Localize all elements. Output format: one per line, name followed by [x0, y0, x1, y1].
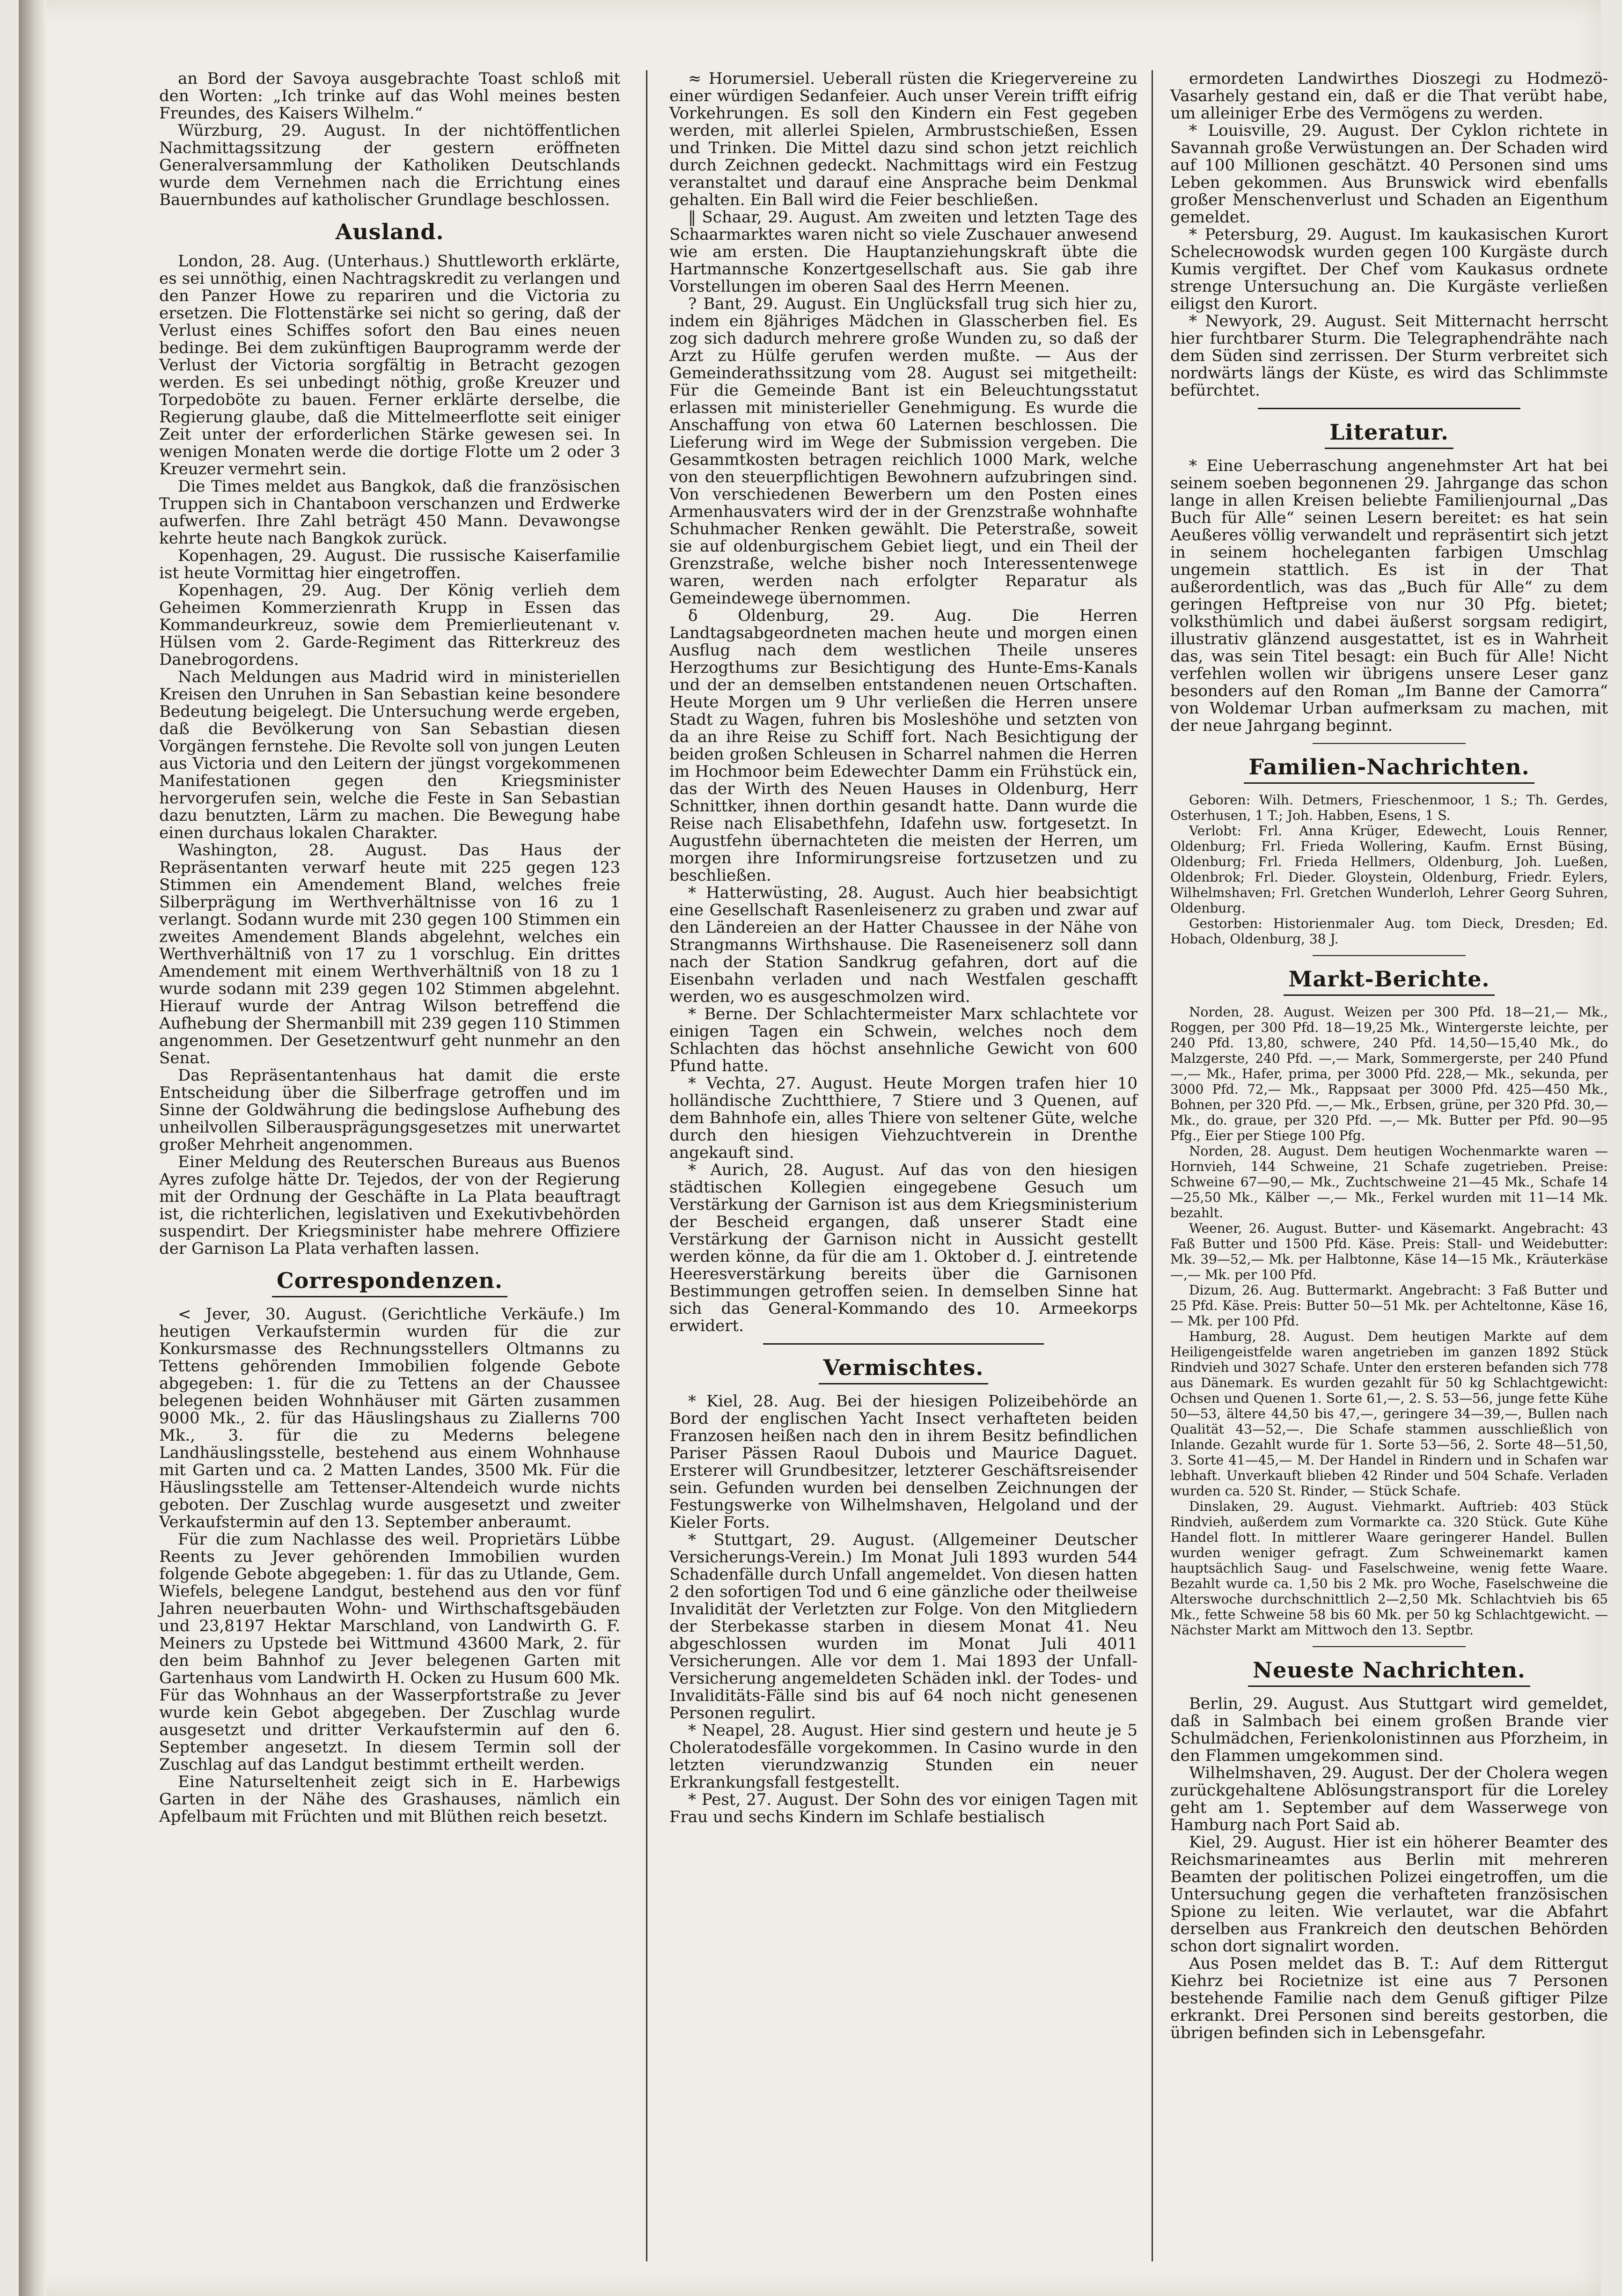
- article-text: Kopenhagen, 29. August. Die russische Kaiserfamilie ist heute Vormittag hier eingetroffen.: [159, 546, 620, 582]
- article-text: * Berne. Der Schlachtermeister Marx schlachtete vor einigen Tagen ein Schwein, welches noch dem Schlachten das höchst ansehnliche Gewicht von 600 Pfund hatte.: [669, 1005, 1138, 1075]
- article-text: * Pest, 27. August. Der Sohn des vor einigen Tagen mit Frau und sechs Kindern im Schlafe bestialisch: [669, 1790, 1138, 1826]
- section-heading-correspondenzen: Correspondenzen.: [272, 1268, 507, 1297]
- article-text: ermordeten Landwirthes Dioszegi zu Hodmezö-Vasarhely gestand ein, daß er die That verübt habe, um alleiniger Erbe des Vermögens zu werden.: [1170, 69, 1608, 123]
- section-heading-familien: Familien-Nachrichten.: [1244, 754, 1534, 784]
- article-text: Wilhelmshaven, 29. August. Der der Cholera wegen zurückgehaltene Ablösungstransport für die Loreley geht am 1. September auf dem Wasserwege von Hamburg nach Port Said ab.: [1170, 1764, 1608, 1834]
- article-text: ? Bant, 29. August. Ein Unglücksfall trug sich hier zu, indem ein 8jähriges Mädchen in Glasscherben fiel. Es zog sich dadurch mehrere große Wunden zu, so daß der Arzt zu Hülfe gerufen werden mußte. — Aus der Gemeinderathssitzung vom 28. August sei mitgetheilt: Für die Gemeinde Bant ist ein Beleuchtungsstatut erlassen mit ministerieller Genehmigung. Es wurde die Anschaffung von etwa 60 Laternen beschlossen. Die Lieferung wird im Wege der Submission vergeben. Die Gesammtkosten betragen reichlich 1000 Mark, welche von den steuerpflichtigen Bewohnern aufzubringen sind. Von verschiedenen Bewerbern um den Posten eines Armenhausvaters wird der in der Grenzstraße wohnhafte Schuhmacher Renken gewählt. Die Peterstraße, soweit sie auf oldenburgischem Gebiet liegt, und ein Theil der Grenzstraße, welche bisher noch Interessentenwege waren, werden nach erfolgter Reparatur als Gemeindewege übernommen.: [669, 294, 1138, 608]
- newspaper-page: [19, 0, 1608, 2296]
- column-1: [159, 70, 620, 1825]
- article-text: Nach Meldungen aus Madrid wird in ministeriellen Kreisen den Unruhen in San Sebastian keine besondere Bedeutung beigelegt. Die Untersuchung werde ergeben, daß die Bevölkerung von San Sebastian diesen Vorgängen fernstehe. Die Revolte soll von jungen Leuten aus Victoria und den Leitern der jüngst vorgekommenen Manifestationen gegen den Kriegsminister hervorgerufen sein, welche die Feste in San Sebastian dazu benutzten, Lärm zu machen. Die Bewegung habe einen durchaus lokalen Charakter.: [159, 668, 620, 842]
- column-rule: [646, 70, 647, 2261]
- article-text: an Bord der Savoya ausgebrachte Toast schloß mit den Worten: „Ich trinke auf das Wohl meines besten Freundes, des Kaisers Wilhelm.“: [159, 69, 620, 123]
- article-text: * Petersburg, 29. August. Im kaukasischen Kurort Scheleснowodsk wurden gegen 100 Kurgäste durch Kumis vergiftet. Der Chef vom Kaukasus ordnete strenge Untersuchung an. Die Kurgäste verließen eiligst den Kurort.: [1170, 225, 1608, 313]
- article-text: * Newyork, 29. August. Seit Mitternacht herrscht hier furchtbarer Sturm. Die Telegraphendrähte nach dem Süden sind zerrissen. Der Sturm verbreitet sich nordwärts längs der Küste, es wird das Schlimmste befürchtet.: [1170, 312, 1608, 400]
- article-text: Das Repräsentantenhaus hat damit die erste Entscheidung über die Silberfrage getroffen und im Sinne der Goldwährung die bedingslose Aufhebung des unheilvollen Silberausprägungsgesetzes mit unerwartet großer Mehrheit angenommen.: [159, 1066, 620, 1154]
- column-2: [669, 70, 1138, 1826]
- market-report: Hamburg, 28. August. Dem heutigen Markte auf dem Heiligengeistfelde waren angetrieben im ganzen 1892 Stück Rindvieh und 3027 Schafe. Unter den ersteren befanden sich 778 aus Dänemark. Es wurden gezahlt für 50 kg Schlachtgewicht: Ochsen und Quenen 1. Sorte 61,—, 2. S. 53—56, junge fette Kühe 50—53, ältere 44,50 bis 47,—, geringere 34—39,—, Bullen nach Qualität 43—52,—. Die Schafe stammen ausschließlich von Inlande. Gezahlt wurde für 1. Sorte 53—56, 2. Sorte 48—51,50, 3. Sorte 41—45,— M. Der Handel in Rindern und in Schafen war lebhaft. Unverkauft blieben 42 Rinder und 504 Schafe. Verladen wurden ca. 520 St. Rinder, — Stück Schafe.: [1170, 1329, 1608, 1499]
- column-rule: [1152, 70, 1153, 2261]
- section-heading-literatur: Literatur.: [1325, 419, 1453, 449]
- section-heading-ausland: Ausland.: [335, 219, 444, 244]
- separator-line: [1258, 408, 1520, 409]
- family-notice: Gestorben: Historienmaler Aug. tom Dieck, Dresden; Ed. Hobach, Oldenburg, 38 J.: [1170, 916, 1608, 947]
- article-text: * Hatterwüsting, 28. August. Auch hier beabsichtigt eine Gesellschaft Rasenleisenerz zu graben und zwar auf den Ländereien an der Hatter Chaussee in der Nähe von Strangmanns Wirthshause. Die Raseneisenerz soll dann nach der Station Sandkrug gefahren, dort auf die Eisenbahn verladen und nach Westfalen geschafft werden, wo es ausgeschmolzen wird.: [669, 883, 1138, 1006]
- section-heading-neueste: Neueste Nachrichten.: [1248, 1657, 1530, 1687]
- article-text: Washington, 28. August. Das Haus der Repräsentanten verwarf heute mit 225 gegen 123 Stimmen ein Amendement Bland, welches freie Silberprägung im Werthverhältnisse von 16 zu 1 verlangt. Sodann wurde mit 230 gegen 100 Stimmen ein zweites Amendement Blands abgelehnt, welches ein Werthverhältniß von 17 zu 1 vorschlug. Ein drittes Amendement mit einem Werthverhältniß von 18 zu 1 wurde sodann mit 239 gegen 102 Stimmen abgelehnt. Hierauf wurde der Antrag Wilson betreffend die Aufhebung der Shermanbill mit 239 gegen 110 Stimmen angenommen. Der Gesetzentwurf geht nunmehr an den Senat.: [159, 841, 620, 1067]
- market-report: Norden, 28. August. Weizen per 300 Pfd. 18—21,— Mk., Roggen, per 300 Pfd. 18—19,25 Mk., Wintergerste leichte, per 240 Pfd. 13,80, schwere, 240 Pfd. 14,50—15,40 Mk., do Malzgerste, 240 Pfd. —,— Mark, Sommergerste, per 240 Pfund —,— Mk., Hafer, prima, per 3000 Pfd. 228,— Mk., sekunda, per 3000 Pfd. 72,— Mk., Rappsaat per 3000 Pfd. 425—450 Mk., Bohnen, per 320 Pfd. —,— Mk., Erbsen, grüne, per 320 Pfd. 30,— Mk., do. graue, per 320 Pfd. —,— Mk. Butter per Pfd. 90—95 Pfg., Eier per Stiege 100 Pfg.: [1170, 1004, 1608, 1143]
- article-text: ‖ Schaar, 29. August. Am zweiten und letzten Tage des Schaarmarktes waren nicht so viele Zuschauer anwesend wie am ersten. Die Hauptanziehungskraft übte die Hartmannsche Konzertgesellschaft aus. Sie gab ihre Vorstellungen im oberen Saal des Herrn Meenen.: [669, 208, 1138, 296]
- article-text: * Aurich, 28. August. Auf das von den hiesigen städtischen Kollegien eingegebene Gesuch um Verstärkung der Garnison ist aus dem Kriegsministerium der Bescheid ergangen, daß unserer Stadt eine Verstärkung der Garnison nicht in Aussicht gestellt werden könne, da für die am 1. Oktober d. J. eintretende Heeresverstärkung bereits über die Garnisonen Bestimmungen getroffen seien. In demselben Sinne hat sich das General-Kommando des 10. Armeekorps erwidert.: [669, 1161, 1138, 1335]
- article-text: < Jever, 30. August. (Gerichtliche Verkäufe.) Im heutigen Verkaufstermin wurden für die zur Konkursmasse des Rechnungsstellers Oltmanns zu Tettens gehörenden Immobilien folgende Gebote abgegeben: 1. für die zu Tettens an der Chaussee belegenen beiden Wohnhäuser mit Gärten zusammen 9000 Mk., 2. für das Häuslingshaus zu Ziallerns 700 Mk., 3. für die zu Mederns belegene Landhäuslingsstelle, bestehend aus einem Wohnhause mit Garten und ca. 2 Matten Landes, 3500 Mk. Für die Häuslingsstelle am Tettenser-Altendeich wurde nichts geboten. Der Zuschlag wurde ausgesetzt und zweiter Verkaufstermin auf den 13. September anberaumt.: [159, 1305, 620, 1531]
- separator-line: [1313, 743, 1466, 744]
- article-text: * Stuttgart, 29. August. (Allgemeiner Deutscher Versicherungs-Verein.) Im Monat Juli 1893 wurden 544 Schadenfälle durch Unfall angemeldet. Von diesen hatten 2 den sofortigen Tod und 6 eine gänzliche oder theilweise Invalidität der Verletzten zur Folge. Von den Mitgliedern der Sterbekasse starben in diesem Monat 41. Neu abgeschlossen wurden im Monat Juli 4011 Versicherungen. Alle vor dem 1. Mai 1893 der Unfall-Versicherung angemeldeten Schäden inkl. der Todes- und Invaliditäts-Fälle sind bis auf 64 noch nicht genesenen Personen regulirt.: [669, 1531, 1138, 1722]
- article-text: * Vechta, 27. August. Heute Morgen trafen hier 10 holländische Zuchtthiere, 7 Stiere und 3 Quenen, auf dem Bahnhofe ein, alles Thiere von seltener Güte, welche durch den hiesigen Viehzuchtverein in Drenthe angekauft sind.: [669, 1074, 1138, 1162]
- article-text: * Kiel, 28. Aug. Bei der hiesigen Polizeibehörde an Bord der englischen Yacht Insect verhafteten beiden Franzosen heißen nach den in ihrem Besitz befindlichen Pariser Pässen Raoul Dubois und Maurice Daguet. Ersterer will Grundbesitzer, letzterer Geschäftsreisender sein. Gefunden wurden bei denselben Zeichnungen der Festungswerke von Wilhelmshaven, Helgoland und der Kieler Forts.: [669, 1392, 1138, 1532]
- column-3: [1170, 70, 1608, 2042]
- market-report: Norden, 28. August. Dem heutigen Wochenmarkte waren — Hornvieh, 144 Schweine, 21 Schafe zugetrieben. Preise: Schweine 67—90,— Mk., Zuchtschweine 21—45 Mk., Schafe 14—25,50 Mk., Kälber —,— Mk., Ferkel wurden mit 11—14 Mk. bezahlt.: [1170, 1143, 1608, 1221]
- article-text: Aus Posen meldet das B. T.: Auf dem Rittergut Kiehrz bei Rocietnize ist eine aus 7 Personen bestehende Familie nach dem Genuß giftiger Pilze erkrankt. Drei Personen sind bereits gestorben, die übrigen befinden sich in Lebensgefahr.: [1170, 1954, 1608, 2042]
- separator-line: [1313, 1646, 1466, 1647]
- article-text: London, 28. Aug. (Unterhaus.) Shuttleworth erklärte, es sei unnöthig, einen Nachtragskredit zu verlangen und den Panzer Howe zu repariren und die Victoria zu ersetzen. Die Flottenstärke sei nicht so gering, daß der Verlust eines Schiffes sofort den Bau eines neuen bedinge. Bei dem zukünftigen Bauprogramm werde der Verlust der Victoria sorgfältig in Betracht gezogen werden. Es sei unbedingt nöthig, große Kreuzer und Torpedoböte zu bauen. Ferner erklärte derselbe, die Regierung glaube, daß die Mittelmeerflotte seit einiger Zeit unter der erforderlichen Stärke gewesen sei. In wenigen Monaten werde die dortige Flotte um 2 oder 3 Kreuzer vermehrt sein.: [159, 252, 620, 478]
- market-report: Dinslaken, 29. August. Viehmarkt. Auftrieb: 403 Stück Rindvieh, außerdem zum Vormarkte ca. 320 Stück. Gute Kühe Handel flott. In mittlerer Waare geringerer Handel. Bullen wurden weniger gefragt. Zum Schweinemarkt kamen hauptsächlich Saug- und Faselschweine, wenig fette Waare. Bezahlt wurde ca. 1,50 bis 2 Mk. pro Woche, Faselschweine die Alterswoche durchschnittlich 2—2,50 Mk. Schlachtvieh bis 65 Mk., fette Schweine 58 bis 60 Mk. per 50 kg Schlachtgewicht. — Nächster Markt am Mittwoch den 13. Septbr.: [1170, 1499, 1608, 1638]
- section-heading-vermischtes: Vermischtes.: [819, 1355, 989, 1384]
- article-text: Einer Meldung des Reuterschen Bureaus aus Buenos Ayres zufolge hätte Dr. Tejedos, der von der Regierung mit der Ordnung der Geschäfte in La Plata beauftragt ist, die richterlichen, legislativen und Exekutivbehörden suspendirt. Der Kriegsminister habe mehrere Offiziere der Garnison La Plata verhaften lassen.: [159, 1153, 620, 1258]
- article-text: Kopenhagen, 29. Aug. Der König verlieh dem Geheimen Kommerzienrath Krupp in Essen das Kommandeurkreuz, sowie dem Premierlieutenant v. Hülsen vom 2. Garde-Regiment das Ritterkreuz des Danebrogordens.: [159, 581, 620, 669]
- market-report: Weener, 26. August. Butter- und Käsemarkt. Angebracht: 43 Faß Butter und 1500 Pfd. Käse. Preis: Stall- und Weidebutter: Mk. 39—52,— Mk. per Halbtonne, Käse 14—15 Mk., Kräuterkäse —,— Mk. per 100 Pfd.: [1170, 1221, 1608, 1282]
- article-text: Die Times meldet aus Bangkok, daß die französischen Truppen sich in Chantaboon verschanzen und Erdwerke aufwerfen. Ihre Zahl beträgt 450 Mann. Devawongse kehrte heute nach Bangkok zurück.: [159, 477, 620, 548]
- market-report: Dizum, 26. Aug. Buttermarkt. Angebracht: 3 Faß Butter und 25 Pfd. Käse. Preis: Butter 50—51 Mk. per Achteltonne, Käse 16,— Mk. per 100 Pfd.: [1170, 1282, 1608, 1329]
- article-text: Berlin, 29. August. Aus Stuttgart wird gemeldet, daß in Salmbach bei einem großen Brande vier Schulmädchen, Ferienkolonistinnen aus Pforzheim, in den Flammen umgekommen sind.: [1170, 1694, 1608, 1765]
- family-notice: Verlobt: Frl. Anna Krüger, Edewecht, Louis Renner, Oldenburg; Frl. Frieda Wollering, Kaufm. Ernst Büsing, Oldenburg; Frl. Frieda Hellmers, Oldenburg, Joh. Lueßen, Oldenbrok; Frl. Dieder. Gloystein, Oldenburg, Friedr. Eylers, Wilhelmshaven; Frl. Gretchen Wunderloh, Lehrer Georg Suhren, Oldenburg.: [1170, 823, 1608, 916]
- article-text: * Neapel, 28. August. Hier sind gestern und heute je 5 Choleratodesfälle vorgekommen. In Casino wurde in den letzten vierundzwanzig Stunden ein neuer Erkrankungsfall festgestellt.: [669, 1721, 1138, 1792]
- article-text: Für die zum Nachlasse des weil. Proprietärs Lübbe Reents zu Jever gehörenden Immobilien wurden folgende Gebote abgegeben: 1. für das zu Utlande, Gem. Wiefels, belegene Landgut, bestehend aus den vor fünf Jahren neuerbauten Wohn- und Wirthschaftsgebäuden und 23,8197 Hektar Marschland, von Landwirth G. F. Meiners zu Upstede bei Wittmund 43600 Mark, 2. für den beim Bahnhof zu Jever belegenen Garten mit Gartenhaus vom Landwirth H. Ocken zu Husum 600 Mk. Für das Wohnhaus an der Wasserpfortstraße zu Jever wurde kein Gebot abgegeben. Der Zuschlag wurde ausgesetzt und dritter Verkaufstermin auf den 6. September angesetzt. In diesem Termin soll der Zuschlag auf das Landgut bestimmt ertheilt werden.: [159, 1530, 620, 1774]
- article-text: δ Oldenburg, 29. Aug. Die Herren Landtagsabgeordneten machen heute und morgen einen Ausflug nach dem westlichen Theile unseres Herzogthums zur Besichtigung des Hunte-Ems-Kanals und der an demselben entstandenen neuen Ortschaften. Heute Morgen um 9 Uhr verließen die Herren unsere Stadt zu Wagen, fuhren bis Mosleshöhe und setzten von da an ihre Reise zu Schiff fort. Nach Besichtigung der beiden großen Schleusen in Scharrel nahmen die Herren im Hochmoor beim Edewechter Damm ein Frühstück ein, das der Wirth des Neuen Hauses in Oldenburg, Herr Schnittker, ihnen dorthin gesandt hatte. Dann wurde die Reise nach Elisabethfehn, Idafehn usw. fortgesetzt. In Augustfehn übernachteten die meisten der Herren, um morgen ihre Informirungsreise fortzusetzen und zu beschließen.: [669, 606, 1138, 885]
- article-text: * Eine Ueberraschung angenehmster Art hat bei seinem soeben begonnenen 29. Jahrgange das schon lange in allen Kreisen beliebte Familienjournal „Das Buch für Alle“ seinen Lesern bereitet: es hat sein Aeußeres völlig verwandelt und repräsentirt sich jetzt in seinem hocheleganten farbigen Umschlag ungemein stattlich. Es ist in der That außerordentlich, was das „Buch für Alle“ zu dem geringen Heftpreise von nur 30 Pfg. bietet; volksthümlich und dabei äußerst sorgsam redigirt, illustrativ glänzend ausgestattet, ist es in Wahrheit das, was sein Titel besagt: ein Buch für Alle! Nicht verfehlen wollen wir übrigens unsere Leser ganz besonders auf den Roman „Im Banne der Camorra“ von Woldemar Urban aufmerksam zu machen, mit der neue Jahrgang beginnt.: [1170, 456, 1608, 735]
- book-spine: [19, 0, 47, 2296]
- article-text: Eine Naturseltenheit zeigt sich in E. Harbewigs Garten in der Nähe des Grashauses, nämlich ein Apfelbaum mit Früchten und mit Blüthen reich besetzt.: [159, 1773, 620, 1826]
- family-notice: Geboren: Wilh. Detmers, Frieschenmoor, 1 S.; Th. Gerdes, Osterhusen, 1 T.; Joh. Habben, Esens, 1 S.: [1170, 792, 1608, 823]
- article-text: * Louisville, 29. August. Der Cyklon richtete in Savannah große Verwüstungen an. Der Schaden wird auf 100 Millionen geschätzt. 40 Personen sind ums Leben gekommen. Aus Brunswick wird ebenfalls großer Menschenverlust und Schaden an Eigenthum gemeldet.: [1170, 121, 1608, 227]
- article-text: ≈ Horumersiel. Ueberall rüsten die Kriegervereine zu einer würdigen Sedanfeier. Auch unser Verein trifft eifrig Vorkehrungen. Es soll den Kindern ein Fest gegeben werden, mit allerlei Spielen, Armbrustschießen, Essen und Trinken. Die Mittel dazu sind schon jetzt reichlich durch Zeichnen gedeckt. Nachmittags wird ein Festzug veranstaltet und darauf eine Ansprache beim Denkmal gehalten. Ein Ball wird die Feier beschließen.: [669, 69, 1138, 209]
- article-text: Würzburg, 29. August. In der nichtöffentlichen Nachmittagssitzung der gestern eröffneten Generalversammlung der Katholiken Deutschlands wurde dem Vernehmen nach die Errichtung eines Bauernbundes auf katholischer Grundlage beschlossen.: [159, 121, 620, 209]
- separator-line: [763, 1343, 1044, 1345]
- section-heading-markt: Markt-Berichte.: [1284, 966, 1494, 996]
- separator-line: [1313, 955, 1466, 956]
- article-text: Kiel, 29. August. Hier ist ein höherer Beamter des Reichsmarineamtes aus Berlin mit mehreren Beamten der politischen Polizei eingetroffen, um die Untersuchung gegen die verhafteten französischen Spione zu leiten. Wie verlautet, war die Abfahrt derselben aus Frankreich den deutschen Behörden schon dort signalirt worden.: [1170, 1833, 1608, 1956]
